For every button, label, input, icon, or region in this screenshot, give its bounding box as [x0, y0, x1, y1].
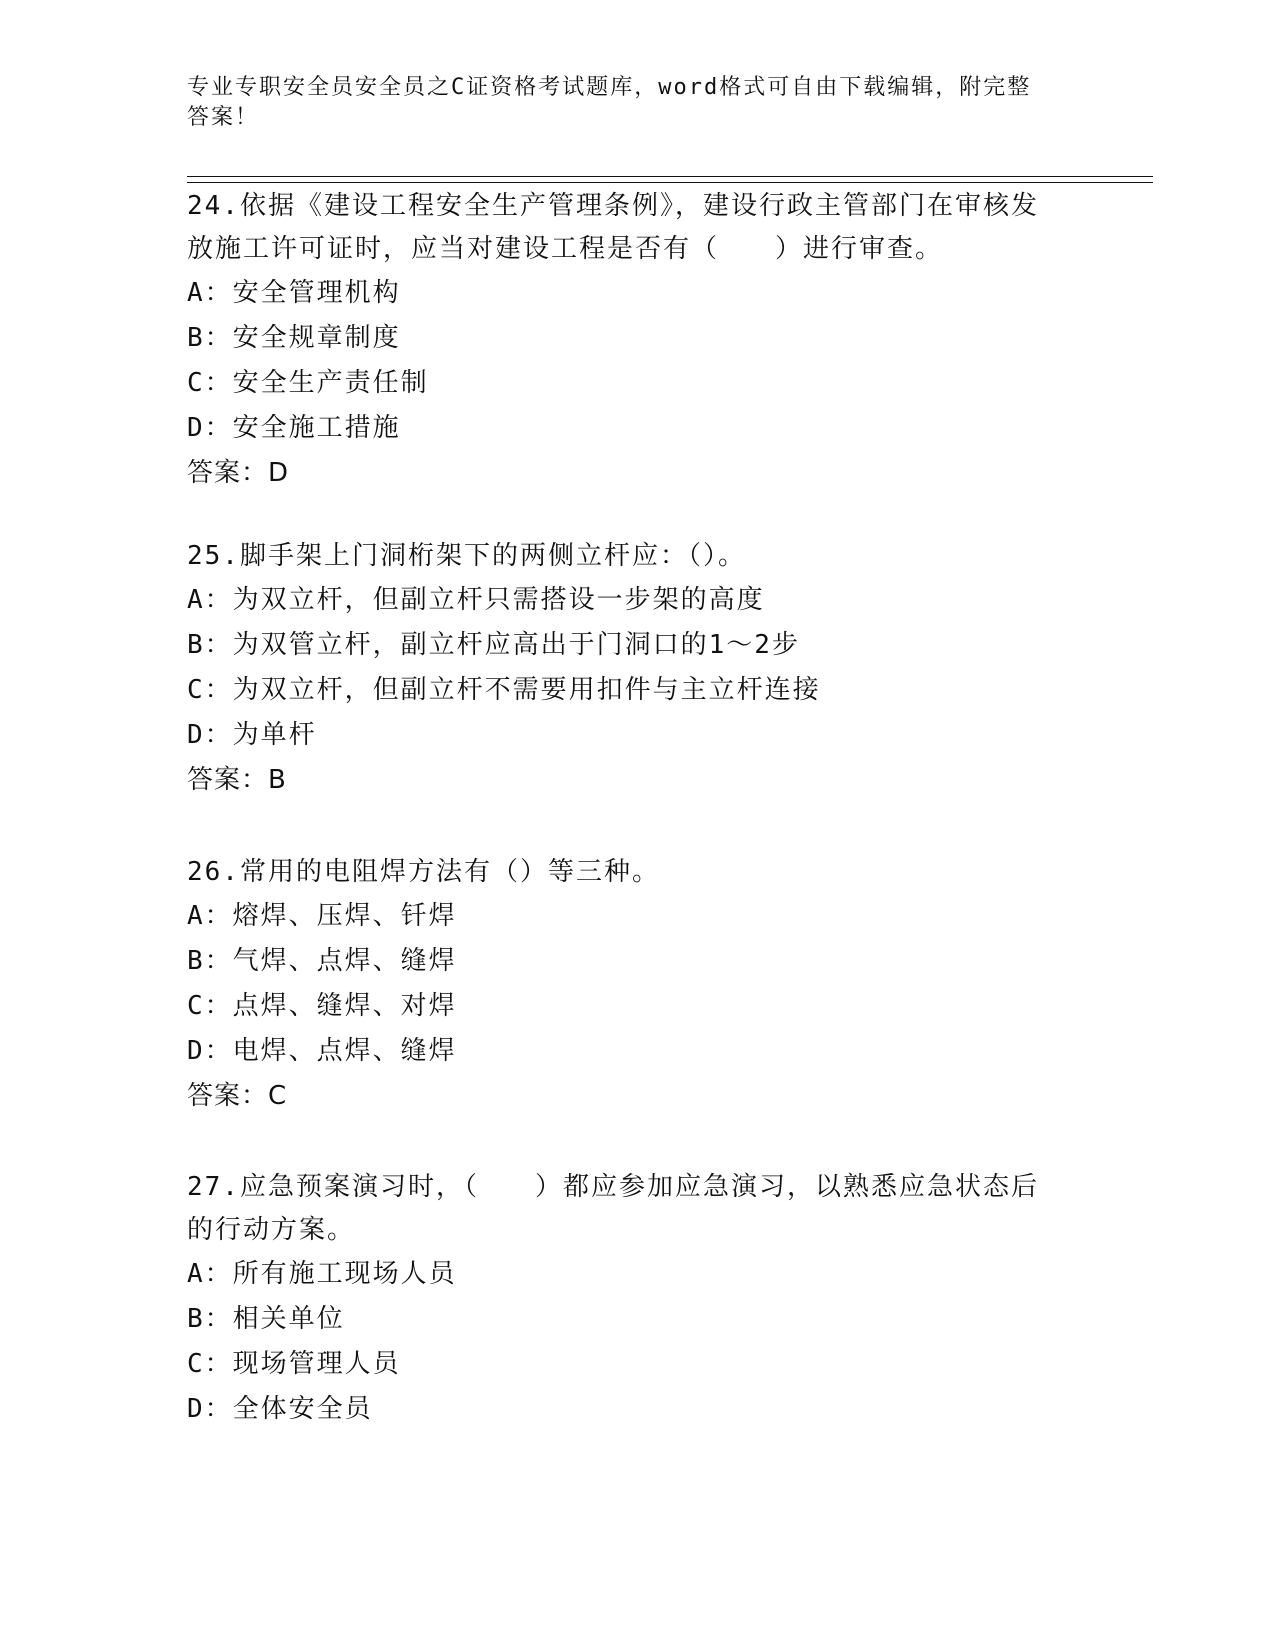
option-b: B：相关单位 [187, 1304, 345, 1334]
question-stem-line-1: 25.脚手架上门洞桁架下的两侧立杆应：（）。 [187, 541, 746, 571]
option-a: A：为双立杆，但副立杆只需搭设一步架的高度 [187, 585, 765, 615]
option-c: C：现场管理人员 [187, 1349, 401, 1379]
question-stem-line-1: 27.应急预案演习时，（ ）都应参加应急演习，以熟悉应急状态后 [187, 1172, 1039, 1202]
header-divider-bottom [187, 182, 1153, 183]
question-26 [187, 851, 1087, 1119]
option-d: D：全体安全员 [187, 1394, 373, 1424]
question-stem-line-1: 26.常用的电阻焊方法有（）等三种。 [187, 857, 660, 887]
document-header [187, 73, 1067, 133]
option-c: C：为双立杆，但副立杆不需要用扣件与主立杆连接 [187, 675, 821, 705]
question-stem-line-2: 放施工许可证时，应当对建设工程是否有（ ）进行审查。 [187, 234, 944, 264]
option-c: C：安全生产责任制 [187, 368, 429, 398]
option-d: D：为单杆 [187, 720, 317, 750]
option-a: A：熔焊、压焊、钎焊 [187, 901, 457, 931]
option-c: C：点焊、缝焊、对焊 [187, 991, 457, 1021]
question-24 [187, 185, 1087, 496]
question-stem-line-2: 的行动方案。 [187, 1215, 356, 1245]
answer: 答案：B [187, 765, 287, 795]
header-line-1: 专业专职安全员安全员之C证资格考试题库，word格式可自由下载编辑，附完整 [187, 75, 1032, 100]
header-divider-top [187, 176, 1153, 177]
option-d: D：安全施工措施 [187, 413, 401, 443]
question-stem-line-1: 24.依据《建设工程安全生产管理条例》，建设行政主管部门在审核发 [187, 191, 1039, 221]
option-b: B：安全规章制度 [187, 323, 401, 353]
option-b: B：为双管立杆，副立杆应高出于门洞口的1～2步 [187, 630, 800, 660]
option-a: A：所有施工现场人员 [187, 1259, 457, 1289]
answer: 答案：C [187, 1081, 288, 1111]
option-a: A：安全管理机构 [187, 278, 401, 308]
option-b: B：气焊、点焊、缝焊 [187, 946, 457, 976]
question-25 [187, 535, 1087, 803]
header-line-2: 答案！ [187, 105, 260, 130]
answer: 答案：D [187, 458, 290, 488]
question-27 [187, 1166, 1087, 1432]
option-d: D：电焊、点焊、缝焊 [187, 1036, 457, 1066]
